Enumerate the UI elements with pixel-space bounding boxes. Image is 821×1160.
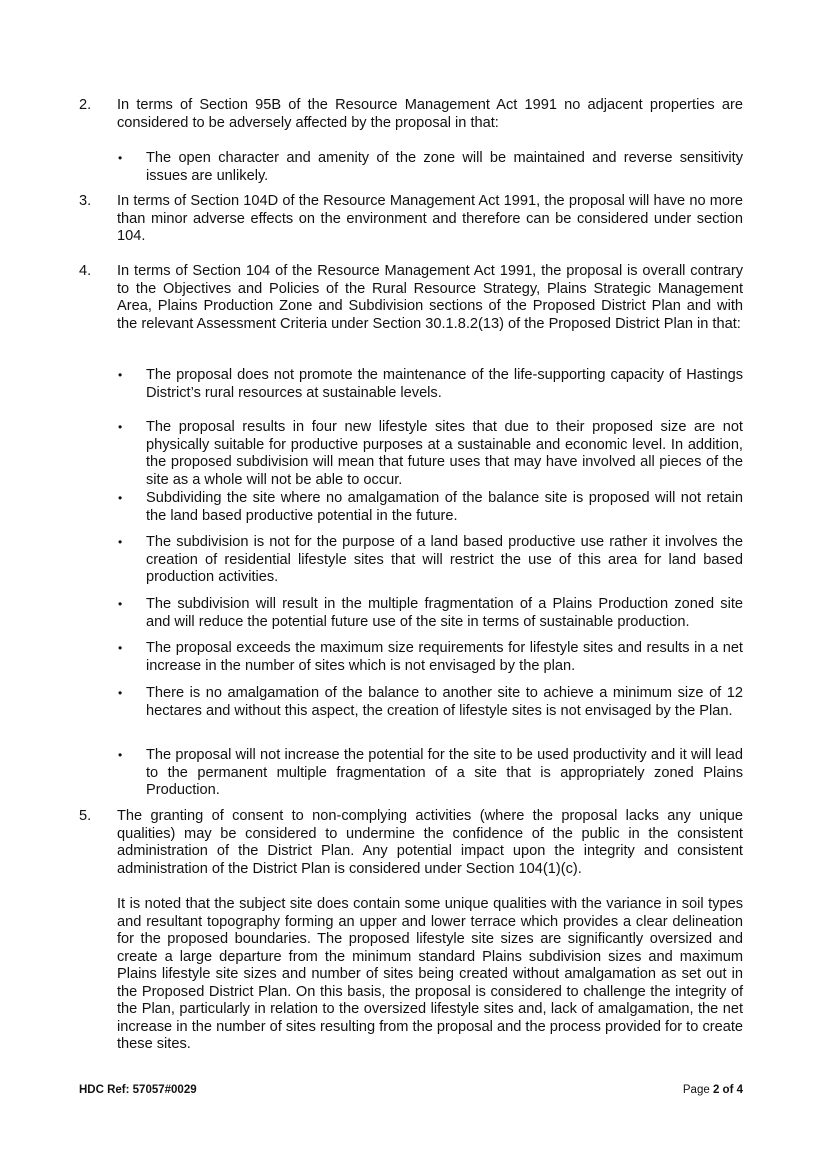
bullet-icon: • [118, 641, 123, 655]
bullet-text: There is no amalgamation of the balance to another site to achieve a minimum size of 12 hectares and without this aspect, the creation of lifestyle sites is not envisaged by the Plan. [146, 685, 743, 719]
bullet-text: The open character and amenity of the zone will be maintained and reverse sensitivity issues are unlikely. [146, 150, 743, 184]
bullet-icon: • [118, 420, 123, 434]
bullet-icon: • [118, 748, 123, 762]
bullet-icon: • [118, 491, 123, 505]
bullet-icon: • [118, 151, 123, 165]
page-of: of [719, 1084, 737, 1096]
item-text: The granting of consent to non-complying activities (where the proposal lacks any unique qualities) may be considered to undermine the confidence of the public in the consistent administration of the District Plan. Any potential impact upon the integrity and consistent administration of the District Plan is considered under Section 104(1)(c). [117, 808, 743, 877]
item-number: 3. [79, 193, 92, 209]
page-current: 2 [712, 1084, 720, 1096]
bullet-text: The proposal will not increase the potential for the site to be used productivity and it will lead to the permanent multiple fragmentation of a site that is appropriately zoned Plains Production. [146, 747, 743, 798]
bullet-text: The proposal does not promote the maintenance of the life-supporting capacity of Hastings District’s rural resources at sustainable levels. [146, 367, 743, 401]
item-number: 5. [79, 808, 92, 824]
item-number: 2. [79, 97, 92, 113]
paragraph-text: It is noted that the subject site does contain some unique qualities with the variance in soil types and resultant topography forming an upper and lower terrace which provides a clear delineation for the proposed boundaries. The proposed lifestyle site sizes are significantly oversized and create a large departure from the minimum standard Plains subdivision sizes and maximum Plains lifestyle site sizes and number of sites being created without amalgamation as set out in the Proposed District Plan. On this basis, the proposal is considered to challenge the integrity of the Plan, particularly in relation to the oversized lifestyle sites and, lack of amalgamation, the net increase in the number of sites resulting from the proposal and the process provided for to create these sites. [117, 896, 743, 1052]
bullet-icon: • [118, 597, 123, 611]
page-total: 4 [736, 1084, 743, 1096]
bullet-text: The proposal exceeds the maximum size requirements for lifestyle sites and results in a net increase in the number of sites which is not envisaged by the plan. [146, 640, 743, 674]
bullet-icon: • [118, 535, 123, 549]
bullet-text: The subdivision is not for the purpose of a land based productive use rather it involves the creation of residential lifestyle sites that will restrict the use of this area for land based production activities. [146, 534, 743, 585]
item-text: In terms of Section 95B of the Resource Management Act 1991 no adjacent properties are considered to be adversely affected by the proposal in that: [117, 97, 743, 131]
bullet-icon: • [118, 686, 123, 700]
item-text: In terms of Section 104D of the Resource Management Act 1991, the proposal will have no more than minor adverse effects on the environment and therefore can be considered under section 104. [117, 193, 743, 244]
bullet-icon: • [118, 368, 123, 382]
item-number: 4. [79, 263, 92, 279]
footer-reference: HDC Ref: 57057#0029 [79, 1084, 197, 1096]
item-text: In terms of Section 104 of the Resource Management Act 1991, the proposal is overall contrary to the Objectives and Policies of the Rural Resource Strategy, Plains Strategic Management Area, Plains Production Zone and Subdivision sections of the Proposed District Plan and with the relevant Assessment Criteria under Section 30.1.8.2(13) of the Proposed District Plan in that: [117, 263, 743, 332]
page-number [683, 1083, 743, 1097]
bullet-text: The subdivision will result in the multiple fragmentation of a Plains Production zoned site and will reduce the potential future use of the site in terms of sustainable production. [146, 596, 743, 630]
bullet-text: The proposal results in four new lifestyle sites that due to their proposed size are not physically suitable for productive purposes at a sustainable and economic level. In addition, the proposed subdivision will mean that future uses that may have involved all pieces of the site as a whole will not be able to occur. [146, 419, 743, 488]
page-label: Page [682, 1084, 713, 1096]
bullet-text: Subdividing the site where no amalgamation of the balance site is proposed will not retain the land based productive potential in the future. [146, 490, 743, 524]
